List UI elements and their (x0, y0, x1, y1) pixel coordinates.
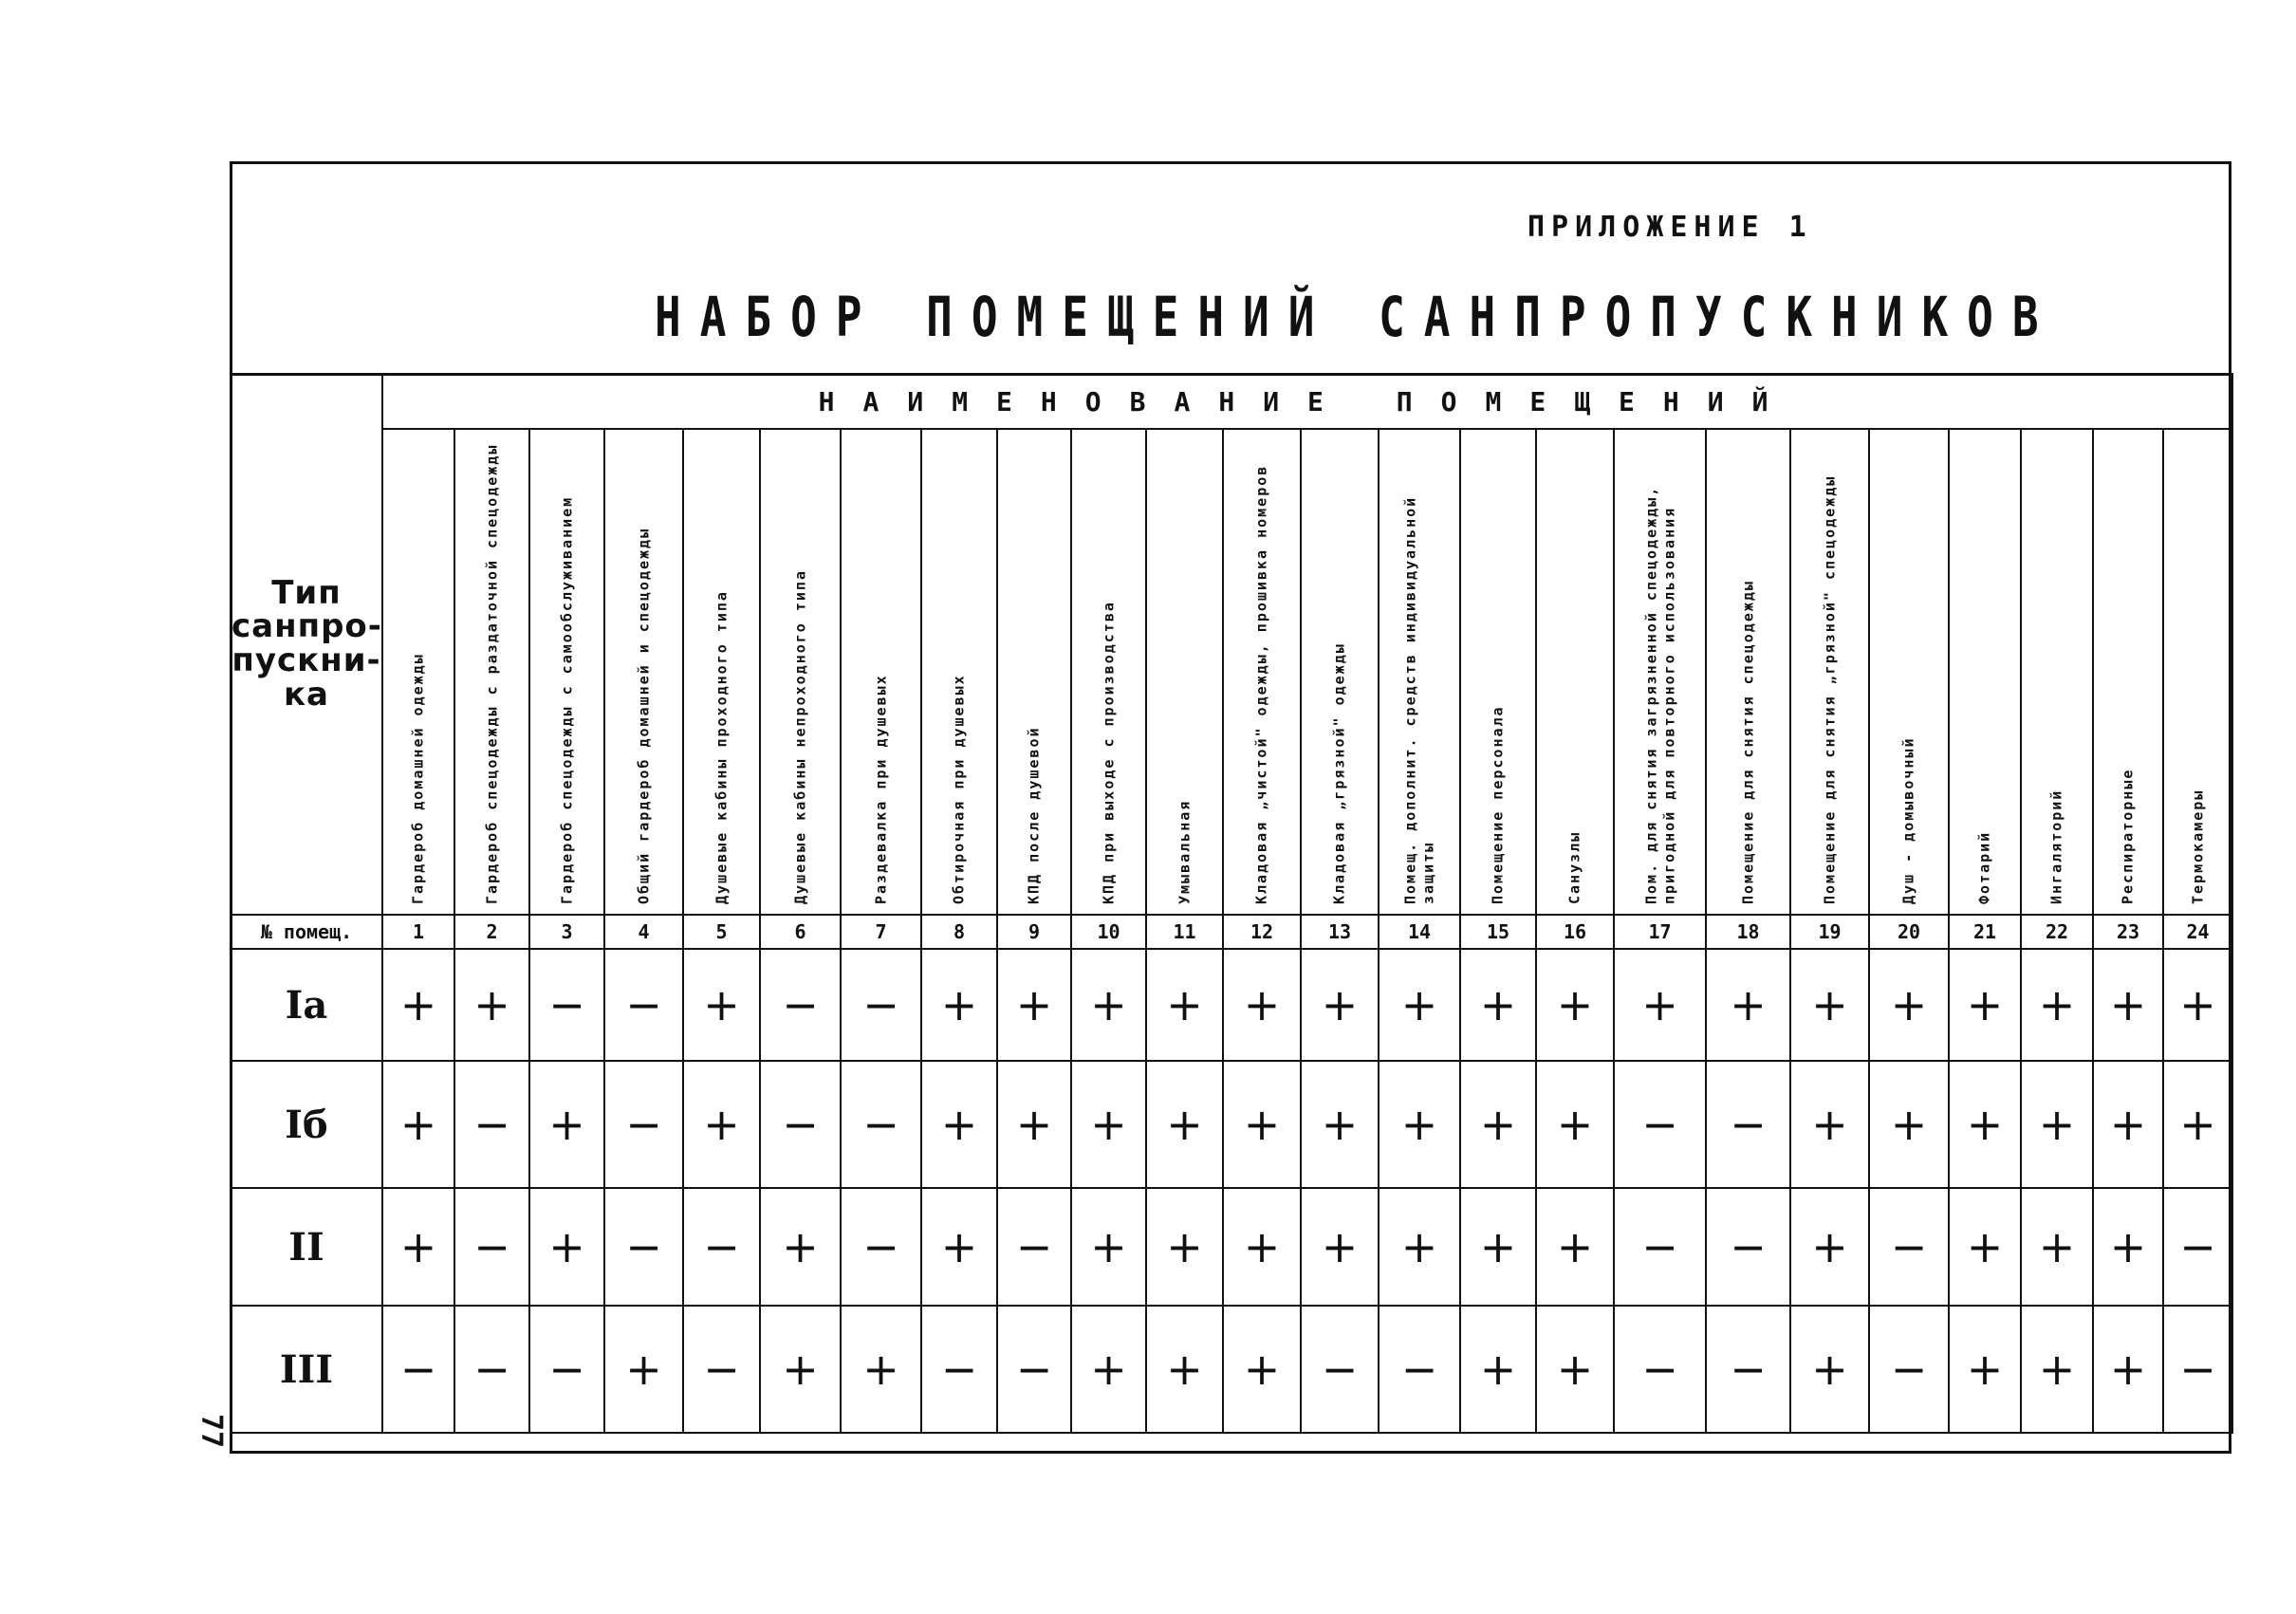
mark-cell: − (921, 1306, 997, 1433)
mark-cell: − (1301, 1306, 1379, 1433)
room-name-16 (1536, 429, 1614, 915)
room-name-20 (1869, 429, 1949, 915)
group-header: НАИМЕНОВАНИЕ ПОМЕЩЕНИЙ (382, 374, 2232, 429)
mark-cell: + (1536, 949, 1614, 1061)
mark-cell: − (2163, 1188, 2232, 1306)
room-name-10 (1071, 429, 1146, 915)
mark-cell: + (1536, 1306, 1614, 1433)
room-number-11: 11 (1146, 915, 1223, 949)
page-number: 77 (194, 1414, 228, 1449)
mark-cell: + (1460, 1188, 1536, 1306)
room-name-12 (1223, 429, 1301, 915)
mark-cell: + (1071, 1306, 1146, 1433)
room-name-14 (1379, 429, 1460, 915)
mark-cell: + (1869, 949, 1949, 1061)
mark-cell: − (1706, 1061, 1790, 1188)
mark-cell: + (1949, 949, 2021, 1061)
mark-cell: + (1379, 1061, 1460, 1188)
mark-cell: + (382, 1188, 454, 1306)
room-name-text: Ингаляторий (2047, 788, 2065, 904)
mark-cell: + (2163, 1061, 2232, 1188)
mark-cell: + (529, 1061, 604, 1188)
mark-cell: + (2021, 1061, 2093, 1188)
room-name-3 (529, 429, 604, 915)
room-number-label: № помещ. (231, 915, 382, 949)
room-name-text: Помещ. дополнит. средств индивидуальной защиты (1401, 495, 1436, 904)
mark-cell: + (1790, 1061, 1869, 1188)
room-name-text: Санузлы (1565, 830, 1583, 904)
room-number-13: 13 (1301, 915, 1379, 949)
mark-cell: − (841, 949, 921, 1061)
type-label: Iб (231, 1061, 382, 1188)
mark-cell: + (1146, 1188, 1223, 1306)
mark-cell: + (604, 1306, 683, 1433)
mark-cell: + (1949, 1061, 2021, 1188)
room-name-text: Помещение персонала (1489, 705, 1507, 904)
room-name-text: Помещение для снятия спецодежды (1739, 580, 1757, 904)
mark-cell: + (1301, 1188, 1379, 1306)
room-number-23: 23 (2093, 915, 2163, 949)
room-number-16: 16 (1536, 915, 1614, 949)
mark-cell: + (1379, 949, 1460, 1061)
mark-cell: − (1614, 1061, 1706, 1188)
room-name-24 (2163, 429, 2232, 915)
room-number-3: 3 (529, 915, 604, 949)
room-name-6 (760, 429, 841, 915)
mark-cell: + (2093, 1306, 2163, 1433)
mark-cell: + (1790, 949, 1869, 1061)
mark-cell: + (683, 1061, 760, 1188)
mark-cell: + (1071, 949, 1146, 1061)
room-name-21 (1949, 429, 2021, 915)
room-number-22: 22 (2021, 915, 2093, 949)
room-name-1 (382, 429, 454, 915)
room-name-4 (604, 429, 683, 915)
room-number-4: 4 (604, 915, 683, 949)
type-row (231, 1061, 2232, 1188)
mark-cell: + (841, 1306, 921, 1433)
mark-cell: − (760, 949, 841, 1061)
room-number-15: 15 (1460, 915, 1536, 949)
mark-cell: + (997, 1061, 1071, 1188)
room-name-text: Гардероб спецодежды с раздаточной спецодежды (483, 443, 501, 904)
room-name-text: Гардероб домашней одежды (409, 653, 427, 904)
room-number-7: 7 (841, 915, 921, 949)
mark-cell: − (454, 1188, 529, 1306)
mark-cell: + (1790, 1306, 1869, 1433)
room-number-20: 20 (1869, 915, 1949, 949)
type-label: Iа (231, 949, 382, 1061)
mark-cell: − (1869, 1306, 1949, 1433)
room-numbers-row (231, 915, 2232, 949)
mark-cell: − (1614, 1188, 1706, 1306)
room-number-12: 12 (1223, 915, 1301, 949)
room-name-text: Термокамеры (2189, 788, 2207, 904)
room-number-8: 8 (921, 915, 997, 949)
mark-cell: + (760, 1188, 841, 1306)
mark-cell: + (1706, 949, 1790, 1061)
mark-cell: + (454, 949, 529, 1061)
mark-cell: + (2093, 1188, 2163, 1306)
room-name-text: КПД при выходе с производства (1100, 601, 1118, 904)
mark-cell: − (454, 1306, 529, 1433)
mark-cell: + (529, 1188, 604, 1306)
mark-cell: + (2093, 949, 2163, 1061)
mark-cell: + (1301, 1061, 1379, 1188)
room-name-text: Кладовая „грязной" одежды (1330, 642, 1348, 904)
room-name-text: Фотарий (1975, 830, 1993, 904)
mark-cell: − (604, 949, 683, 1061)
room-name-text: Общий гардероб домашней и спецодежды (635, 527, 653, 904)
mark-cell: + (1460, 1061, 1536, 1188)
mark-cell: − (454, 1061, 529, 1188)
room-name-15 (1460, 429, 1536, 915)
mark-cell: − (1379, 1306, 1460, 1433)
type-row (231, 1188, 2232, 1306)
mark-cell: − (529, 949, 604, 1061)
mark-cell: + (1460, 949, 1536, 1061)
mark-cell: + (1071, 1061, 1146, 1188)
mark-cell: + (683, 949, 760, 1061)
room-name-text: Помещение для снятия „грязной" спецодежды (1821, 474, 1839, 904)
mark-cell: + (1146, 1306, 1223, 1433)
mark-cell: + (1790, 1188, 1869, 1306)
room-names-row (231, 429, 2232, 915)
room-name-text: Душевые кабины непроходного типа (791, 569, 809, 904)
type-label: III (231, 1306, 382, 1433)
room-name-8 (921, 429, 997, 915)
room-number-2: 2 (454, 915, 529, 949)
room-number-9: 9 (997, 915, 1071, 949)
mark-cell: + (1949, 1188, 2021, 1306)
mark-cell: − (529, 1306, 604, 1433)
room-name-text: Пом. для снятия загрязненной спецодежды, пригодной для повторного использования (1641, 485, 1677, 904)
room-number-10: 10 (1071, 915, 1146, 949)
room-number-21: 21 (1949, 915, 2021, 949)
mark-cell: + (2021, 1306, 2093, 1433)
room-name-7 (841, 429, 921, 915)
room-number-14: 14 (1379, 915, 1460, 949)
room-number-17: 17 (1614, 915, 1706, 949)
room-name-9 (997, 429, 1071, 915)
rooms-table (230, 373, 2233, 1434)
mark-cell: − (604, 1061, 683, 1188)
type-row (231, 949, 2232, 1061)
room-name-22 (2021, 429, 2093, 915)
room-name-19 (1790, 429, 1869, 915)
mark-cell: − (604, 1188, 683, 1306)
room-name-13 (1301, 429, 1379, 915)
mark-cell: + (921, 1061, 997, 1188)
mark-cell: − (683, 1188, 760, 1306)
room-name-text: Умывальная (1176, 799, 1194, 904)
room-name-text: Раздевалка при душевых (872, 674, 890, 904)
appendix-label: ПРИЛОЖЕНИЕ 1 (1528, 211, 1813, 244)
mark-cell: + (1223, 1188, 1301, 1306)
room-name-17 (1614, 429, 1706, 915)
mark-cell: + (1071, 1188, 1146, 1306)
mark-cell: + (1223, 1061, 1301, 1188)
room-name-text: Душ - домывочный (1899, 736, 1917, 904)
room-number-19: 19 (1790, 915, 1869, 949)
room-number-5: 5 (683, 915, 760, 949)
room-name-2 (454, 429, 529, 915)
mark-cell: + (382, 1061, 454, 1188)
room-name-text: Обтирочная при душевых (950, 674, 968, 904)
mark-cell: + (760, 1306, 841, 1433)
mark-cell: − (683, 1306, 760, 1433)
mark-cell: + (382, 949, 454, 1061)
mark-cell: − (997, 1188, 1071, 1306)
room-name-text: КПД после душевой (1025, 726, 1043, 904)
mark-cell: − (1706, 1188, 1790, 1306)
mark-cell: − (841, 1188, 921, 1306)
room-number-18: 18 (1706, 915, 1790, 949)
mark-cell: + (2163, 949, 2232, 1061)
mark-cell: + (2021, 949, 2093, 1061)
room-number-24: 24 (2163, 915, 2232, 949)
mark-cell: + (1460, 1306, 1536, 1433)
mark-cell: + (1536, 1061, 1614, 1188)
room-number-1: 1 (382, 915, 454, 949)
room-name-text: Гардероб спецодежды с самообслуживанием (558, 495, 576, 904)
mark-cell: − (760, 1061, 841, 1188)
mark-cell: − (1614, 1306, 1706, 1433)
room-name-11 (1146, 429, 1223, 915)
mark-cell: + (1146, 1061, 1223, 1188)
mark-cell: + (2021, 1188, 2093, 1306)
mark-cell: + (1869, 1061, 1949, 1188)
mark-cell: + (2093, 1061, 2163, 1188)
room-name-18 (1706, 429, 1790, 915)
mark-cell: + (997, 949, 1071, 1061)
room-name-23 (2093, 429, 2163, 915)
mark-cell: + (1379, 1188, 1460, 1306)
mark-cell: − (382, 1306, 454, 1433)
type-row (231, 1306, 2232, 1433)
mark-cell: − (1706, 1306, 1790, 1433)
room-name-text: Кладовая „чистой" одежды, прошивка номеров (1252, 464, 1270, 904)
type-header: Тип санпро-пускни-ка (231, 374, 382, 915)
mark-cell: − (2163, 1306, 2232, 1433)
mark-cell: + (1614, 949, 1706, 1061)
mark-cell: + (1536, 1188, 1614, 1306)
page-title: НАБОР ПОМЕЩЕНИЙ САНПРОПУСКНИКОВ (655, 285, 2058, 349)
mark-cell: + (1223, 949, 1301, 1061)
mark-cell: − (997, 1306, 1071, 1433)
mark-cell: + (1146, 949, 1223, 1061)
mark-cell: − (841, 1061, 921, 1188)
type-label: II (231, 1188, 382, 1306)
room-name-text: Респираторные (2119, 768, 2137, 904)
room-number-6: 6 (760, 915, 841, 949)
group-header-row (231, 374, 2232, 429)
mark-cell: + (921, 949, 997, 1061)
mark-cell: + (1949, 1306, 2021, 1433)
room-name-text: Душевые кабины проходного типа (713, 590, 731, 904)
mark-cell: − (1869, 1188, 1949, 1306)
mark-cell: + (1223, 1306, 1301, 1433)
mark-cell: + (921, 1188, 997, 1306)
room-name-5 (683, 429, 760, 915)
mark-cell: + (1301, 949, 1379, 1061)
